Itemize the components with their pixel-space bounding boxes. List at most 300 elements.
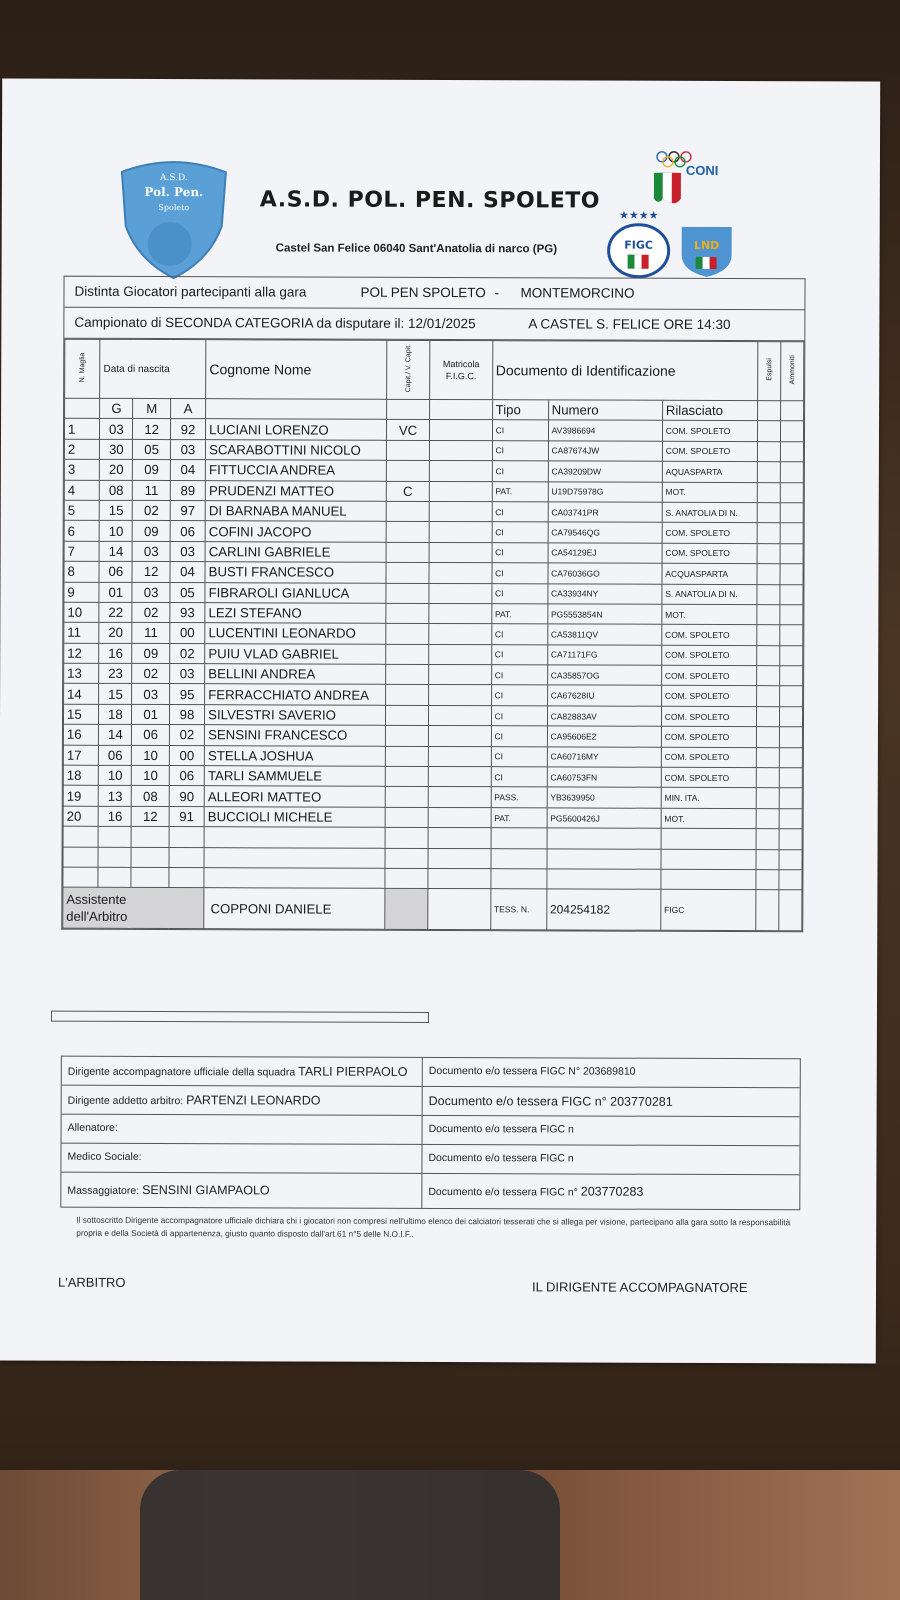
captain-mark (386, 562, 430, 583)
captain-mark (385, 746, 429, 767)
player-number: 16 (63, 724, 98, 745)
birth-month: 02 (132, 664, 169, 685)
assistant-label-1: Assistente (66, 892, 127, 908)
staff-doc-label: Documento e/o tessera FIGC n (428, 1151, 574, 1165)
player-row (64, 500, 803, 523)
warned (781, 421, 804, 441)
empty-box (51, 1011, 429, 1023)
expelled (757, 625, 780, 645)
doc-number: CA03741PR (548, 502, 662, 523)
badge-line-3: Spoleto (158, 203, 190, 213)
birth-day: 14 (99, 541, 132, 562)
expelled (757, 747, 780, 767)
doc-type: PASS. (491, 787, 547, 808)
player-number: 17 (63, 745, 98, 766)
empty-row (63, 847, 802, 870)
warned-header: Ammoniti (788, 355, 796, 385)
birth-day: 20 (99, 623, 132, 644)
doc-issued: COM. SPOLETO (662, 543, 758, 564)
doc-issued: S. ANATOLIA DI N. (662, 502, 758, 523)
staff-doc-label: Documento e/o tessera FIGC n° (428, 1185, 578, 1199)
player-name: COFINI JACOPO (205, 521, 386, 542)
doc-type: CI (491, 767, 547, 788)
assistant-label (63, 888, 204, 929)
player-name: ALLEORI MATTEO (204, 786, 385, 807)
doc-issued: COM. SPOLETO (661, 727, 757, 748)
doc-type: CI (492, 563, 548, 584)
player-name: LUCIANI LORENZO (206, 419, 387, 440)
matricola (429, 603, 491, 624)
assistant-type: TESS. N. (490, 889, 546, 930)
matricola (430, 481, 492, 502)
staff-role: Dirigente addetto arbitro: (67, 1094, 184, 1108)
player-name: BUCCIOLI MICHELE (204, 806, 385, 827)
player-row (64, 439, 803, 462)
player-row (64, 521, 803, 544)
warned (780, 727, 803, 747)
doc-issued: COM. SPOLETO (661, 665, 757, 686)
matricola (430, 440, 492, 461)
captain-header: Capit./ V. Capit. (404, 344, 412, 393)
doc-number: CA35857OG (547, 665, 661, 686)
captain-mark (386, 624, 430, 645)
doc-issued: COM. SPOLETO (661, 645, 757, 666)
staff-name: TARLI PIERPAOLO (298, 1064, 408, 1079)
doc-issued: MOT. (662, 604, 758, 625)
player-number: 5 (64, 500, 99, 521)
players-grid (61, 276, 805, 933)
player-row (63, 765, 802, 788)
birth-year: 06 (169, 766, 204, 787)
birth-month: 09 (133, 460, 170, 481)
warned (780, 482, 803, 502)
matricola (430, 501, 492, 522)
referee-signature-label: L'ARBITRO (58, 1274, 126, 1290)
birth-day: 08 (100, 480, 133, 501)
birth-month: 03 (132, 582, 169, 603)
player-row (64, 480, 803, 503)
player-name: LEZI STEFANO (205, 603, 386, 624)
player-name: FITTUCCIA ANDREA (205, 460, 386, 481)
staff-name: PARTENZI LEONARDO (186, 1093, 321, 1108)
staff-doc-value: 203770283 (580, 1184, 644, 1199)
captain-mark (385, 664, 429, 685)
doc-number: CA67628IU (547, 685, 661, 706)
player-name: BELLINI ANDREA (205, 664, 386, 685)
birth-day: 18 (99, 704, 132, 725)
lnd-logo-icon (678, 221, 736, 279)
player-number: 18 (63, 765, 98, 786)
captain-mark (386, 440, 430, 461)
warned (780, 503, 803, 523)
expelled (757, 727, 780, 747)
team-separator: - (494, 285, 500, 301)
assistant-label-2: dell'Arbitro (66, 909, 128, 925)
coni-logo-icon (654, 151, 754, 211)
player-number: 8 (64, 561, 99, 582)
birth-month: 06 (132, 725, 169, 746)
birth-day: 15 (99, 500, 132, 521)
doc-type: PAT. (491, 807, 547, 828)
doc-number: CA76036GO (548, 563, 662, 584)
staff-doc-label: Documento e/o tessera FIGC n (428, 1122, 574, 1136)
player-number: 6 (64, 521, 99, 542)
warned (780, 584, 803, 604)
player-name: LUCENTINI LEONARDO (205, 623, 386, 644)
doc-number: PG5553854N (547, 604, 661, 625)
captain-mark (386, 522, 430, 543)
player-number: 3 (64, 459, 99, 480)
doc-type: CI (491, 685, 547, 706)
birth-month: 05 (133, 439, 170, 460)
birth-year: 89 (170, 480, 205, 501)
doc-type: CI (492, 461, 548, 482)
expelled (758, 482, 781, 502)
player-name: SILVESTRI SAVERIO (205, 705, 386, 726)
player-name: PRUDENZI MATTEO (205, 480, 386, 501)
club-badge-icon (118, 156, 230, 280)
doc-number: CA60753FN (547, 767, 661, 788)
player-name: CARLINI GABRIELE (205, 541, 386, 562)
matricola (429, 726, 491, 747)
warned (780, 625, 803, 645)
captain-mark (385, 705, 429, 726)
player-number: 9 (64, 582, 99, 603)
captain-mark (386, 501, 430, 522)
player-name: SCARABOTTINI NICOLO (206, 439, 387, 460)
player-row (64, 684, 803, 707)
warned (779, 747, 802, 767)
doc-number: CA71171FG (547, 645, 661, 666)
matricola (429, 583, 491, 604)
player-row (64, 561, 803, 584)
birth-year: 90 (169, 786, 204, 807)
expelled (757, 605, 780, 625)
captain-mark (386, 542, 430, 563)
birth-year: 00 (169, 745, 204, 766)
birth-year: 95 (169, 684, 204, 705)
home-team: POL PEN SPOLETO (360, 284, 486, 301)
birth-month: 10 (132, 765, 169, 786)
birth-year: 04 (170, 460, 205, 481)
doc-issued: ACQUASPARTA (662, 563, 758, 584)
matricola (429, 522, 491, 543)
expelled (757, 645, 780, 665)
birth-day: 10 (99, 765, 132, 786)
m-header: M (133, 398, 170, 419)
doc-issued: AQUASPARTA (662, 461, 758, 482)
svg-text:★★★★: ★★★★ (619, 209, 659, 222)
player-row (64, 582, 803, 605)
matricola (429, 644, 491, 665)
player-number: 1 (64, 419, 99, 440)
birth-year: 06 (170, 521, 205, 542)
birth-day: 06 (99, 745, 132, 766)
birth-day: 10 (99, 521, 132, 542)
doc-type: CI (492, 502, 548, 523)
assistant-row (63, 888, 802, 932)
matricola (430, 420, 492, 441)
expelled-header: Espulsi (765, 358, 773, 381)
staff-role: Massaggiatore: (67, 1184, 140, 1197)
lnd-text: LND (693, 238, 720, 252)
player-row (64, 419, 803, 442)
doc-number: PG5600426J (547, 808, 661, 829)
assistant-issued: FIGC (661, 890, 757, 931)
birth-day: 16 (99, 643, 132, 664)
birth-year: 97 (170, 501, 205, 522)
issued-header: Rilasciato (662, 400, 758, 421)
player-row (64, 602, 803, 625)
warned (780, 645, 803, 665)
birth-year: 93 (170, 602, 205, 623)
matricola (429, 766, 491, 787)
birth-day: 13 (98, 786, 131, 807)
birth-year: 03 (170, 541, 205, 562)
warned (780, 564, 803, 584)
staff-row (62, 1057, 800, 1089)
player-row (63, 724, 802, 747)
warned (780, 707, 803, 727)
warned (779, 788, 802, 808)
expelled (756, 788, 779, 808)
expelled (757, 686, 780, 706)
captain-mark (385, 766, 429, 787)
captain-mark (386, 603, 430, 624)
expelled (758, 462, 781, 482)
doc-issued: MIN. ITA. (661, 788, 757, 809)
player-name: BUSTI FRANCESCO (205, 562, 386, 583)
disclaimer: Il sottoscritto Dirigente accompagnatore ufficiale dichiara chi i giocatori non compresi nell'ultimo elenco dei calciatori tesserati che si allega per visione, partecipano alla gara sotto la responsabilità propria e della Società di appartenenza, giusto quanto disposto dall'art.61 n°5 delle N.O.I.F.. (76, 1214, 791, 1239)
birth-month: 02 (132, 602, 169, 623)
players-table (62, 339, 804, 932)
captain-mark (385, 726, 429, 747)
player-name: FERRACCHIATO ANDREA (205, 684, 386, 705)
doc-issued: COM. SPOLETO (661, 767, 757, 788)
staff-row (61, 1173, 799, 1210)
doc-type: CI (492, 542, 548, 563)
player-name: SENSINI FRANCESCO (205, 725, 386, 746)
figc-logo-icon (604, 209, 674, 279)
doc-issued: S. ANATOLIA DI N. (662, 584, 758, 605)
birth-header: Data di nascita (100, 339, 206, 398)
player-name: FIBRAROLI GIANLUCA (205, 582, 386, 603)
matricola (429, 542, 491, 563)
expelled (757, 706, 780, 726)
birth-month: 12 (132, 806, 169, 827)
expelled (757, 523, 780, 543)
player-number: 12 (64, 643, 99, 664)
doc-issued: COM. SPOLETO (662, 523, 758, 544)
doc-type: CI (492, 440, 548, 461)
birth-year: 03 (169, 664, 204, 685)
captain-mark (385, 787, 429, 808)
warned (780, 523, 803, 543)
expelled (757, 564, 780, 584)
birth-year: 98 (169, 704, 204, 725)
doc-number: CA82883AV (547, 706, 661, 727)
player-number: 15 (63, 704, 98, 725)
doc-number: CA53811QV (547, 624, 661, 645)
birth-day: 14 (99, 725, 132, 746)
warned (780, 686, 803, 706)
matricola (430, 461, 492, 482)
expelled (757, 768, 780, 788)
player-number: 4 (64, 480, 99, 501)
doc-number: CA39209DW (548, 461, 662, 482)
doc-number: CA87674JW (548, 441, 662, 462)
expelled (756, 808, 779, 828)
player-row (64, 643, 803, 666)
birth-year: 04 (170, 562, 205, 583)
birth-month: 12 (132, 562, 169, 583)
expelled (758, 441, 781, 461)
staff-doc-value: Documento e/o tessera FIGC n° 203770281 (428, 1093, 673, 1109)
birth-day: 03 (100, 419, 133, 440)
birth-month: 11 (132, 623, 169, 644)
player-number: 14 (64, 684, 99, 705)
birth-year: 02 (170, 643, 205, 664)
venue: A CASTEL S. FELICE ORE 14:30 (528, 316, 731, 333)
player-row (64, 663, 803, 686)
birth-year: 00 (170, 623, 205, 644)
doc-type: CI (491, 706, 547, 727)
birth-day: 23 (99, 663, 132, 684)
player-row (63, 786, 802, 809)
birth-month: 11 (133, 480, 170, 501)
badge-line-1: A.S.D. (159, 173, 188, 184)
captain-mark (385, 685, 429, 706)
player-number: 11 (64, 622, 99, 643)
captain-mark: VC (386, 420, 430, 441)
doc-issued: COM. SPOLETO (662, 441, 758, 462)
player-row (63, 806, 802, 829)
warned (779, 768, 802, 788)
player-row (64, 541, 803, 564)
birth-day: 06 (99, 561, 132, 582)
birth-year: 03 (170, 439, 205, 460)
player-number: 10 (64, 602, 99, 623)
matricola-header: Matricola F.I.G.C. (430, 340, 492, 399)
doc-type: CI (491, 644, 547, 665)
birth-day: 15 (99, 684, 132, 705)
doc-issued: COM. SPOLETO (661, 747, 757, 768)
matricola (429, 746, 491, 767)
floor (0, 1470, 900, 1600)
doc-number: CA60716MY (547, 747, 661, 768)
type-header: Tipo (492, 400, 548, 421)
doc-number: CA79546QG (548, 522, 662, 543)
doc-type: PAT. (492, 481, 548, 502)
player-number: 19 (63, 786, 98, 807)
warned (779, 809, 802, 829)
birth-month: 03 (133, 541, 170, 562)
staff-row (62, 1086, 800, 1118)
warned (780, 605, 803, 625)
empty-row (63, 826, 802, 849)
player-row (63, 745, 802, 768)
staff-doc-label: Documento e/o tessera FIGC N° 203689810 (428, 1064, 636, 1078)
doc-type: CI (491, 665, 547, 686)
staff-role: Dirigente accompagnatore ufficiale della squadra (67, 1065, 296, 1079)
expelled (757, 584, 780, 604)
captain-mark: C (386, 481, 430, 502)
birth-day: 16 (98, 806, 131, 827)
number-header: Numero (548, 400, 662, 421)
birth-month: 12 (133, 419, 170, 440)
expelled (757, 503, 780, 523)
staff-role: Allenatore: (67, 1121, 118, 1134)
staff-block (60, 1056, 801, 1211)
doc-type: CI (491, 726, 547, 747)
birth-month: 01 (132, 704, 169, 725)
birth-month: 10 (132, 745, 169, 766)
doc-issued: COM. SPOLETO (661, 686, 757, 707)
captain-mark (386, 583, 430, 604)
doc-type: CI (492, 522, 548, 543)
shirt-header: N. Maglia (78, 352, 86, 383)
match-row (64, 277, 804, 311)
coni-label: CONI (685, 162, 719, 178)
header-row-2 (65, 398, 804, 421)
warned (780, 462, 803, 482)
doc-number: U19D75978G (548, 481, 662, 502)
doc-number: CA95606E2 (547, 726, 661, 747)
name-header: Cognome Nome (206, 340, 387, 400)
birth-day: 01 (99, 582, 132, 603)
birth-year: 05 (170, 582, 205, 603)
warned (781, 441, 804, 461)
expelled (757, 543, 780, 563)
captain-mark (385, 807, 429, 828)
doc-type: CI (492, 420, 548, 441)
expelled (757, 666, 780, 686)
doc-issued: COM. SPOLETO (661, 706, 757, 727)
doc-type: PAT. (491, 604, 547, 625)
list-label: Distinta Giocatori partecipanti alla gara (74, 283, 307, 300)
player-row (64, 622, 803, 645)
doc-number: CA33934NY (548, 583, 662, 604)
player-number: 13 (64, 663, 99, 684)
doc-number: CA54129EJ (548, 543, 662, 564)
captain-mark (386, 460, 430, 481)
manager-signature-label: IL DIRIGENTE ACCOMPAGNATORE (531, 1279, 748, 1296)
matricola (429, 665, 491, 686)
matricola (429, 685, 491, 706)
matricola (429, 563, 491, 584)
player-row (63, 704, 802, 727)
birth-month: 09 (132, 643, 169, 664)
club-address: Castel San Felice 06040 Sant'Anatolia di narco (PG) (275, 242, 558, 256)
match-sheet (0, 78, 880, 1363)
matricola (428, 807, 490, 828)
matricola (429, 705, 491, 726)
birth-month: 09 (133, 521, 170, 542)
player-number: 7 (64, 541, 99, 562)
birth-year: 92 (170, 419, 205, 440)
birth-month: 08 (132, 786, 169, 807)
matricola (429, 624, 491, 645)
doc-type: CI (491, 746, 547, 767)
birth-day: 22 (99, 602, 132, 623)
birth-month: 03 (132, 684, 169, 705)
birth-year: 91 (169, 806, 204, 827)
empty-row (63, 867, 802, 890)
player-number: 2 (64, 439, 99, 460)
doc-issued: COM. SPOLETO (662, 625, 758, 646)
assistant-number: 204254182 (546, 889, 660, 930)
matricola (429, 787, 491, 808)
